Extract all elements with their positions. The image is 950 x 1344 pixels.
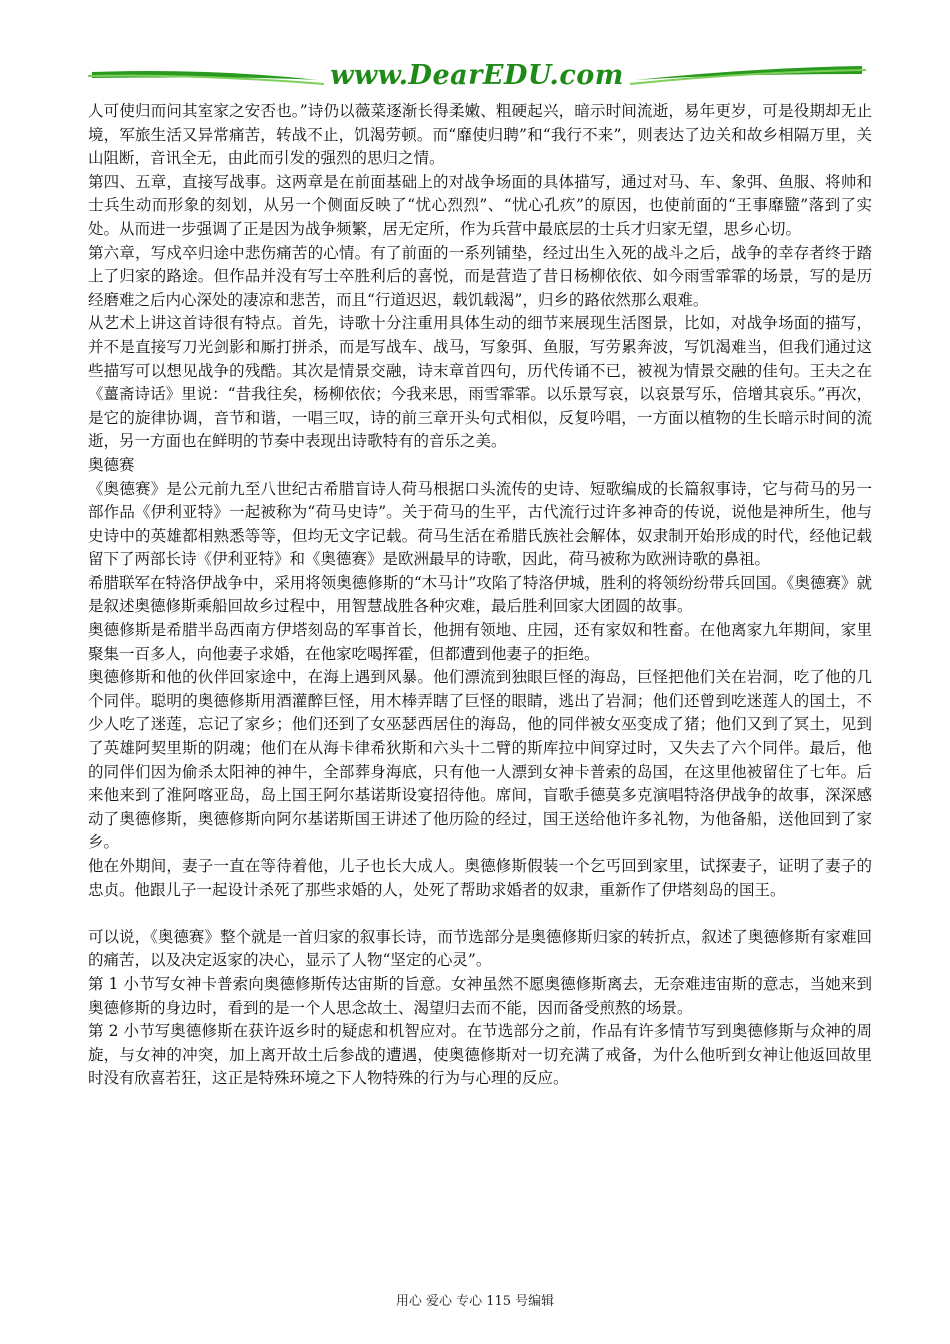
paragraph: 从艺术上讲这首诗很有特点。首先，诗歌十分注重用具体生动的细节来展现生活图景，比如，对战争场面的描写，并不是直接写刀光剑影和厮打拼杀，而是写战车、战马，写象弭、鱼服，写劳累奔波，写饥渴难当，但我们通过这些描写可以想见战争的残酷。其次是情景交融，诗末章首四句，历代传诵不已，被视为情景交融的佳句。王夫之在《薑斋诗话》里说：“昔我往矣，杨柳依依；今我来思，雨雪霏霏。以乐景写哀，以哀景写乐，倍增其哀乐。”再次，是它的旋律协调，音节和谐，一唱三叹，诗的前三章开头句式相似，反复吟唱，一方面以植物的生长暗示时间的流逝，另一方面也在鲜明的节奏中表现出诗歌特有的音乐之美。 — [88, 314, 872, 451]
section-heading: 奥德赛 — [88, 455, 135, 474]
paragraph: 第 1 小节写女神卡普索向奥德修斯传达宙斯的旨意。女神虽然不愿奥德修斯离去，无奈难违宙斯的意志，当她来到奥德修斯的身边时，看到的是一个人思念故土、渴望归去而不能，因而备受煎熬的场景。 — [88, 974, 872, 1017]
paragraph: 他在外期间，妻子一直在等待着他，儿子也长大成人。奥德修斯假装一个乞丐回到家里，试探妻子，证明了妻子的忠贞。他跟儿子一起设计杀死了那些求婚的人，处死了帮助求婚者的奴隶，重新作了伊塔刻岛的国王。 — [88, 857, 872, 899]
paragraph: 奥德修斯和他的伙伴回家途中，在海上遇到风暴。他们漂流到独眼巨怪的海岛，巨怪把他们关在岩洞，吃了他的几个同伴。聪明的奥德修斯用酒灌醉巨怪，用木棒弄瞎了巨怪的眼睛，逃出了岩洞；他们还曾到吃迷莲人的国土，不少人吃了迷莲，忘记了家乡；他们还到了女巫瑟西居住的海岛，他的同伴被女巫变成了猪；他们又到了冥土，见到了英雄阿契里斯的阴魂；他们在从海卡律希狄斯和六头十二臂的斯库拉中间穿过时，又失去了六个同伴。最后，他的同伴们因为偷杀太阳神的神牛，全部葬身海底，只有他一人漂到女神卡普索的岛国，在这里他被留住了七年。后来他来到了淮阿喀亚岛，岛上国王阿尔基诺斯设宴招待他。席间，盲歌手德莫多克演唱特洛伊战争的故事，深深感动了奥德修斯，奥德修斯向阿尔基诺斯国王讲述了他历险的经过，国王送给他许多礼物，为他备船，送他回到了家乡。 — [88, 668, 872, 852]
site-header — [88, 58, 866, 100]
paragraph: 人可使归而问其室家之安否也。”诗仍以薇菜逐渐长得柔嫩、粗硬起兴，暗示时间流逝，易年更岁，可是役期却无止境，军旅生活又异常痛苦，转战不止，饥渴劳顿。而“靡使归聘”和“我行不来”，则表达了边关和故乡相隔万里，关山阻断，音讯全无，由此而引发的强烈的思归之情。 — [88, 102, 872, 168]
paragraph: 奥德修斯是希腊半岛西南方伊塔刻岛的军事首长，他拥有领地、庄园，还有家奴和牲畜。在他离家九年期间，家里聚集一百多人，向他妻子求婚，在他家吃喝挥霍，但都遭到他妻子的拒绝。 — [88, 621, 872, 663]
paragraph: 希腊联军在特洛伊战争中，采用将领奥德修斯的“木马计”攻陷了特洛伊城，胜利的将领纷纷带兵回国。《奥德赛》就是叙述奥德修斯乘船回故乡过程中，用智慧战胜各种灾难，最后胜利回家大团圆的故事。 — [88, 573, 872, 616]
paragraph: 第六章，写戍卒归途中悲伤痛苦的心情。有了前面的一系列铺垫，经过出生入死的战斗之后，战争的幸存者终于踏上了归家的路途。但作品并没有写士卒胜利后的喜悦，而是营造了昔日杨柳依依、如今雨雪霏霏的场景，写的是历经磨难之后内心深处的凄凉和悲苦，而且“行道迟迟，载饥载渴”，归乡的路依然那么艰难。 — [88, 243, 872, 309]
page-footer: 用心 爱心 专心 115 号编辑 — [395, 1294, 555, 1309]
site-logo-text[interactable]: www.DearEDU.com — [330, 60, 624, 91]
blank-line — [88, 902, 872, 926]
paragraph: 可以说，《奥德赛》整个就是一首归家的叙事长诗，而节选部分是奥德修斯归家的转折点，叙述了奥德修斯有家难回的痛苦，以及决定返家的决心，显示了人物“坚定的心灵”。 — [88, 927, 872, 970]
document-body — [88, 100, 872, 1091]
paragraph: 第四、五章，直接写战事。这两章是在前面基础上的对战争场面的具体描写，通过对马、车、象弭、鱼服、将帅和士兵生动而形象的刻划，从另一个侧面反映了“忧心烈烈”、“忧心孔疚”的原因，也使前面的“王事靡盬”落到了实处。从而进一步强调了正是因为战争频繁，居无定所，作为兵营中最底层的士兵才归家无望，思乡心切。 — [88, 172, 872, 238]
paragraph: 《奥德赛》是公元前九至八世纪古希腊盲诗人荷马根据口头流传的史诗、短歌编成的长篇叙事诗，它与荷马的另一部作品《伊利亚特》一起被称为“荷马史诗”。关于荷马的生平，古代流行过许多神奇的传说，说他是神所生，他与史诗中的英雄都相熟悉等等，但均无文字记载。荷马生活在希腊氏族社会解体，奴隶制开始形成的时代，经他记载留下了两部长诗《伊利亚特》和《奥德赛》是欧洲最早的诗歌，因此，荷马被称为欧洲诗歌的鼻祖。 — [88, 479, 872, 569]
paragraph: 第 2 小节写奥德修斯在获许返乡时的疑虑和机智应对。在节选部分之前，作品有许多情节写到奥德修斯与众神的周旋，与女神的冲突，加上离开故土后参战的遭遇，使奥德修斯对一切充满了戒备，为什么他听到女神让他返回故里时没有欣喜若狂，这正是特殊环境之下人物特殊的行为与心理的反应。 — [88, 1022, 872, 1088]
